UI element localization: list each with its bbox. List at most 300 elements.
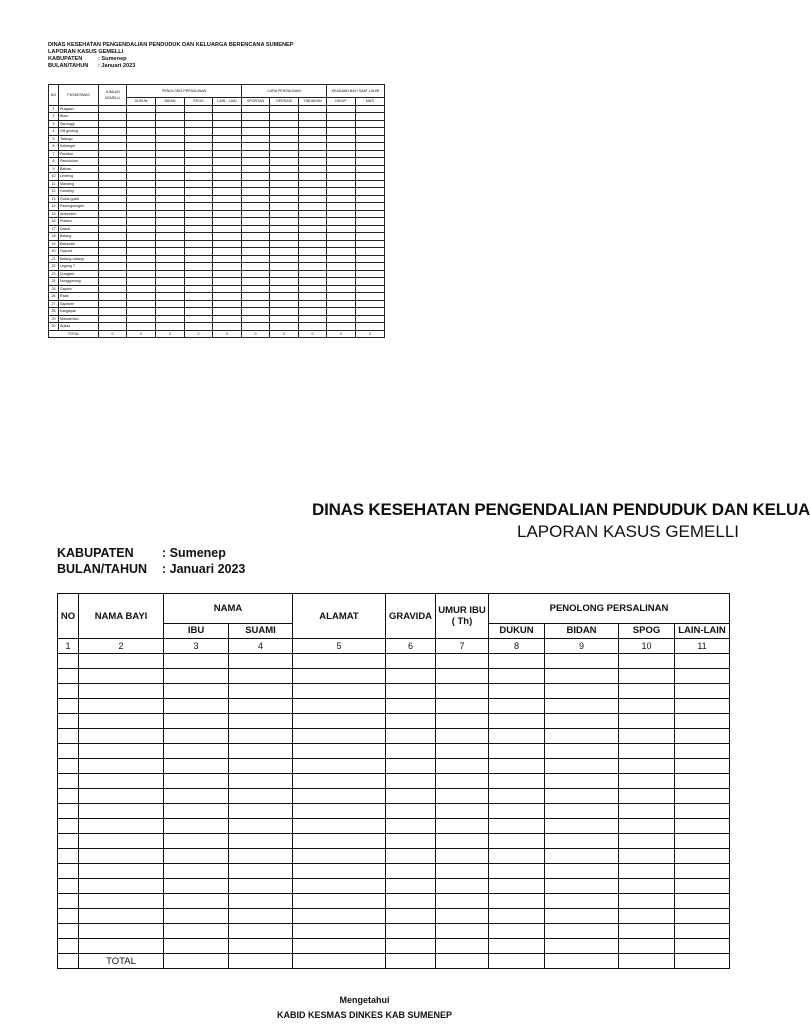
row-number: 13	[49, 195, 59, 203]
table-cell	[436, 834, 489, 849]
table-cell	[436, 879, 489, 894]
puskesmas-name: Guluk-guluk	[59, 195, 99, 203]
table-cell	[386, 939, 436, 954]
table-cell	[58, 774, 79, 789]
table-cell	[436, 699, 489, 714]
puskesmas-name: Legung T	[59, 263, 99, 271]
total-value: 0	[213, 330, 242, 338]
table-cell	[386, 804, 436, 819]
table-cell	[58, 669, 79, 684]
table-cell	[79, 684, 164, 699]
total-row	[58, 954, 730, 969]
col-nama-bayi: NAMA BAYI	[79, 594, 164, 639]
table-cell	[545, 714, 619, 729]
col-suami: SUAMI	[229, 623, 293, 638]
table-cell	[675, 669, 730, 684]
table-cell	[79, 804, 164, 819]
row-number: 6	[49, 143, 59, 151]
table-row	[58, 864, 730, 879]
table-cell	[619, 714, 675, 729]
puskesmas-name: Kalianget	[59, 143, 99, 151]
table-cell	[545, 864, 619, 879]
col-penolong: PENOLONG PERSALINAN	[489, 594, 730, 624]
row-number: 7	[49, 150, 59, 158]
table-cell	[619, 849, 675, 864]
table-cell	[164, 834, 229, 849]
puskesmas-name: Sapeken	[59, 300, 99, 308]
table-cell	[79, 669, 164, 684]
total-value: 0	[127, 330, 156, 338]
table-cell	[619, 759, 675, 774]
puskesmas-name: Gili genting	[59, 128, 99, 136]
column-number: 11	[675, 639, 730, 654]
column-number: 9	[545, 639, 619, 654]
table-cell	[436, 864, 489, 879]
table-cell	[229, 699, 293, 714]
col-bidan: BIDAN	[156, 98, 185, 106]
row-number: 12	[49, 188, 59, 196]
row-number: 2	[49, 113, 59, 121]
col-nama: NAMA	[164, 594, 293, 624]
puskesmas-name: Manding	[59, 180, 99, 188]
col-mati: MATI	[356, 98, 385, 106]
kabid-label: KABID KESMAS DINKES KAB SUMENEP	[276, 1010, 453, 1020]
table-cell	[386, 654, 436, 669]
table-cell	[489, 804, 545, 819]
row-number: 24	[49, 278, 59, 286]
row-number: 28	[49, 308, 59, 316]
table-cell	[489, 849, 545, 864]
table-cell	[164, 909, 229, 924]
table-cell	[229, 654, 293, 669]
detail-table	[57, 593, 730, 969]
row-number: 14	[49, 203, 59, 211]
table-row	[58, 834, 730, 849]
table-cell	[619, 654, 675, 669]
table-cell	[79, 714, 164, 729]
col-jumlah: JUMLAH GEMELLI	[99, 85, 127, 106]
table-cell	[675, 819, 730, 834]
table-cell	[79, 939, 164, 954]
table-cell	[675, 759, 730, 774]
table-cell	[675, 834, 730, 849]
col-hidup: HIDUP	[327, 98, 356, 106]
table-cell	[386, 864, 436, 879]
table-cell	[489, 789, 545, 804]
col-bidan: BIDAN	[545, 623, 619, 638]
table-cell	[545, 699, 619, 714]
row-number: 10	[49, 173, 59, 181]
col-puskesmas: PUSKESMAS	[59, 85, 99, 106]
table-cell	[619, 669, 675, 684]
table-cell	[675, 879, 730, 894]
table-cell	[79, 894, 164, 909]
summary-subtitle: LAPORAN KASUS GEMELLI	[48, 49, 124, 55]
table-cell	[436, 714, 489, 729]
table-cell	[58, 834, 79, 849]
row-number: 18	[49, 233, 59, 241]
column-number: 3	[164, 639, 229, 654]
puskesmas-name: Kangayan	[59, 308, 99, 316]
table-cell	[58, 759, 79, 774]
summary-kabupaten: KABUPATEN : Sumenep	[48, 56, 127, 62]
table-cell	[58, 744, 79, 759]
puskesmas-name: Batang	[59, 233, 99, 241]
table-row	[58, 879, 730, 894]
table-cell	[619, 834, 675, 849]
puskesmas-name: Pasongsongan	[59, 203, 99, 211]
table-cell	[545, 954, 619, 969]
table-cell	[164, 939, 229, 954]
table-cell	[79, 819, 164, 834]
table-cell	[675, 804, 730, 819]
table-row	[58, 714, 730, 729]
detail-kabupaten: KABUPATEN : Sumenep	[57, 546, 226, 560]
table-cell	[79, 834, 164, 849]
table-cell	[436, 669, 489, 684]
table-cell	[79, 654, 164, 669]
column-number: 4	[229, 639, 293, 654]
col-umur-ibu: UMUR IBU ( Th)	[436, 594, 489, 639]
table-cell	[675, 924, 730, 939]
table-cell	[58, 864, 79, 879]
table-cell	[229, 834, 293, 849]
table-cell	[675, 774, 730, 789]
col-no: NO	[49, 85, 59, 106]
table-cell	[386, 684, 436, 699]
col-lain: LAIN - LAIN	[213, 98, 242, 106]
table-cell	[489, 924, 545, 939]
table-cell	[386, 669, 436, 684]
table-cell	[229, 774, 293, 789]
table-row	[58, 909, 730, 924]
table-cell	[489, 834, 545, 849]
row-number: 22	[49, 263, 59, 271]
table-cell	[489, 654, 545, 669]
puskesmas-name: Batuan	[59, 165, 99, 173]
table-cell	[545, 744, 619, 759]
table-cell	[675, 654, 730, 669]
col-cara: CARA PERSALINAN	[242, 85, 327, 98]
table-cell	[489, 699, 545, 714]
table-cell	[58, 954, 79, 969]
table-cell	[436, 774, 489, 789]
table-cell	[436, 759, 489, 774]
table-cell	[293, 804, 386, 819]
table-cell	[386, 744, 436, 759]
table-row	[58, 774, 730, 789]
summary-bulan: BULAN/TAHUN : Januari 2023	[48, 63, 136, 69]
table-cell	[229, 669, 293, 684]
table-cell	[619, 774, 675, 789]
table-cell	[164, 729, 229, 744]
table-row	[58, 684, 730, 699]
row-number: 19	[49, 240, 59, 248]
table-cell	[489, 714, 545, 729]
puskesmas-name: Pragaan	[59, 105, 99, 113]
total-value: 0	[299, 330, 327, 338]
column-number: 1	[58, 639, 79, 654]
column-number-row	[58, 639, 730, 654]
table-cell	[164, 819, 229, 834]
table-cell	[619, 894, 675, 909]
table-cell	[675, 714, 730, 729]
table-cell	[164, 669, 229, 684]
column-number: 6	[386, 639, 436, 654]
table-cell	[489, 954, 545, 969]
table-cell	[489, 939, 545, 954]
table-cell	[229, 744, 293, 759]
table-row	[58, 699, 730, 714]
puskesmas-name: Lenteng	[59, 173, 99, 181]
col-dukun: DUKUN	[489, 623, 545, 638]
column-number: 8	[489, 639, 545, 654]
table-cell	[489, 774, 545, 789]
table-cell	[58, 879, 79, 894]
table-cell	[293, 939, 386, 954]
table-cell	[58, 819, 79, 834]
table-cell	[229, 804, 293, 819]
table-cell	[545, 684, 619, 699]
table-cell	[386, 849, 436, 864]
table-cell	[619, 924, 675, 939]
table-cell	[164, 714, 229, 729]
table-cell	[436, 744, 489, 759]
table-cell	[293, 834, 386, 849]
table-cell	[293, 654, 386, 669]
table-cell	[164, 699, 229, 714]
table-row	[58, 849, 730, 864]
table-cell	[79, 789, 164, 804]
table-cell	[79, 924, 164, 939]
table-cell	[293, 819, 386, 834]
column-number: 10	[619, 639, 675, 654]
col-spog: SPOG	[185, 98, 213, 106]
table-cell	[229, 714, 293, 729]
table-cell	[545, 759, 619, 774]
table-cell	[79, 759, 164, 774]
col-operasi: OPERASI	[270, 98, 299, 106]
table-cell	[58, 729, 79, 744]
table-cell	[79, 744, 164, 759]
table-cell	[619, 804, 675, 819]
table-cell	[545, 834, 619, 849]
table-cell	[79, 909, 164, 924]
table-cell	[293, 774, 386, 789]
table-cell	[489, 729, 545, 744]
puskesmas-name: Batang-batang	[59, 255, 99, 263]
table-cell	[386, 894, 436, 909]
table-cell	[545, 879, 619, 894]
col-dukun: DUKUN	[127, 98, 156, 106]
puskesmas-name: Bluto	[59, 113, 99, 121]
column-number: 2	[79, 639, 164, 654]
table-cell	[545, 894, 619, 909]
total-value: 0	[99, 330, 127, 338]
table-cell	[619, 864, 675, 879]
col-alamat: ALAMAT	[293, 594, 386, 639]
table-cell	[229, 789, 293, 804]
row-number: 15	[49, 210, 59, 218]
table-cell	[164, 744, 229, 759]
table-cell	[58, 684, 79, 699]
table-cell	[58, 714, 79, 729]
puskesmas-name: Ganding	[59, 188, 99, 196]
table-cell	[79, 864, 164, 879]
table-cell	[58, 654, 79, 669]
detail-bulan: BULAN/TAHUN : Januari 2023	[57, 562, 246, 576]
table-cell	[229, 759, 293, 774]
table-cell	[293, 909, 386, 924]
table-cell	[58, 939, 79, 954]
table-cell	[489, 669, 545, 684]
table-cell	[675, 744, 730, 759]
table-cell	[545, 849, 619, 864]
total-value: 0	[242, 330, 270, 338]
row-number: 26	[49, 293, 59, 301]
table-cell	[293, 849, 386, 864]
col-no: NO	[58, 594, 79, 639]
row-number: 3	[49, 120, 59, 128]
puskesmas-name: Talango	[59, 135, 99, 143]
table-cell	[164, 684, 229, 699]
row-number: 30	[49, 323, 59, 331]
table-cell	[619, 744, 675, 759]
table-cell	[386, 834, 436, 849]
table-cell	[675, 849, 730, 864]
table-cell	[293, 684, 386, 699]
table-cell	[386, 954, 436, 969]
table-cell	[79, 729, 164, 744]
table-cell	[58, 849, 79, 864]
puskesmas-name: Rubaru	[59, 218, 99, 226]
table-cell	[164, 789, 229, 804]
table-cell	[79, 774, 164, 789]
table-cell	[489, 879, 545, 894]
table-cell	[675, 894, 730, 909]
table-cell	[386, 819, 436, 834]
table-cell	[386, 729, 436, 744]
table-cell	[164, 924, 229, 939]
puskesmas-name: Pamolokan	[59, 158, 99, 166]
table-cell	[675, 954, 730, 969]
table-cell	[386, 714, 436, 729]
row-number: 5	[49, 135, 59, 143]
puskesmas-name: Nonggunong	[59, 278, 99, 286]
row-number: 4	[49, 128, 59, 136]
table-cell	[229, 894, 293, 909]
row-number: 23	[49, 270, 59, 278]
table-row	[58, 894, 730, 909]
row-number: 11	[49, 180, 59, 188]
table-cell	[293, 729, 386, 744]
table-cell	[164, 849, 229, 864]
table-cell	[386, 759, 436, 774]
col-gravida: GRAVIDA	[386, 594, 436, 639]
table-cell	[545, 789, 619, 804]
table-cell	[619, 909, 675, 924]
col-spontan: SPONTAN	[242, 98, 270, 106]
table-cell	[164, 879, 229, 894]
table-cell	[436, 819, 489, 834]
table-cell	[293, 894, 386, 909]
table-cell	[675, 684, 730, 699]
table-cell	[545, 669, 619, 684]
table-cell	[293, 669, 386, 684]
puskesmas-name: Gayam	[59, 285, 99, 293]
col-penolong: PENOLONG PERSALINAN	[127, 85, 242, 98]
table-cell	[675, 939, 730, 954]
table-cell	[293, 954, 386, 969]
total-label: TOTAL	[79, 954, 164, 969]
table-row	[58, 804, 730, 819]
table-row	[58, 744, 730, 759]
puskesmas-name: Batuputih	[59, 240, 99, 248]
table-cell	[436, 954, 489, 969]
column-number: 5	[293, 639, 386, 654]
puskesmas-name: Arjasa	[59, 323, 99, 331]
table-cell	[619, 699, 675, 714]
table-cell	[436, 789, 489, 804]
table-cell	[436, 729, 489, 744]
table-cell	[675, 864, 730, 879]
table-cell	[386, 774, 436, 789]
table-cell	[293, 789, 386, 804]
puskesmas-name: Raas	[59, 293, 99, 301]
row-number: 21	[49, 255, 59, 263]
table-row	[58, 669, 730, 684]
col-ibu: IBU	[164, 623, 229, 638]
total-value: 0	[356, 330, 385, 338]
summary-title: DINAS KESEHATAN PENGENDALIAN PENDUDUK DAN KELUARGA BERENCANA SUMENEP	[48, 42, 294, 48]
table-cell	[293, 759, 386, 774]
table-cell	[293, 699, 386, 714]
table-cell	[229, 924, 293, 939]
row-number: 1	[49, 105, 59, 113]
table-cell	[545, 729, 619, 744]
table-cell	[675, 789, 730, 804]
col-tindakan: TINDAKAN	[299, 98, 327, 106]
table-cell	[58, 894, 79, 909]
table-cell	[489, 759, 545, 774]
detail-subtitle: LAPORAN KASUS GEMELLI	[517, 522, 740, 541]
table-cell	[58, 699, 79, 714]
total-value: 0	[185, 330, 213, 338]
table-cell	[229, 954, 293, 969]
table-cell	[79, 699, 164, 714]
table-cell	[619, 819, 675, 834]
table-cell	[386, 909, 436, 924]
table-cell	[619, 879, 675, 894]
total-value: 0	[156, 330, 185, 338]
table-cell	[229, 819, 293, 834]
col-spog: SPOG	[619, 623, 675, 638]
table-cell	[619, 729, 675, 744]
table-cell	[436, 909, 489, 924]
table-cell	[545, 804, 619, 819]
total-value: 0	[270, 330, 299, 338]
row-number: 29	[49, 315, 59, 323]
table-row	[58, 924, 730, 939]
table-cell	[386, 789, 436, 804]
mengetahui-label: Mengetahui	[339, 995, 390, 1005]
puskesmas-name: Gapura	[59, 248, 99, 256]
table-cell	[229, 864, 293, 879]
table-cell	[293, 924, 386, 939]
table-cell	[229, 729, 293, 744]
table-row	[58, 759, 730, 774]
table-cell	[229, 909, 293, 924]
